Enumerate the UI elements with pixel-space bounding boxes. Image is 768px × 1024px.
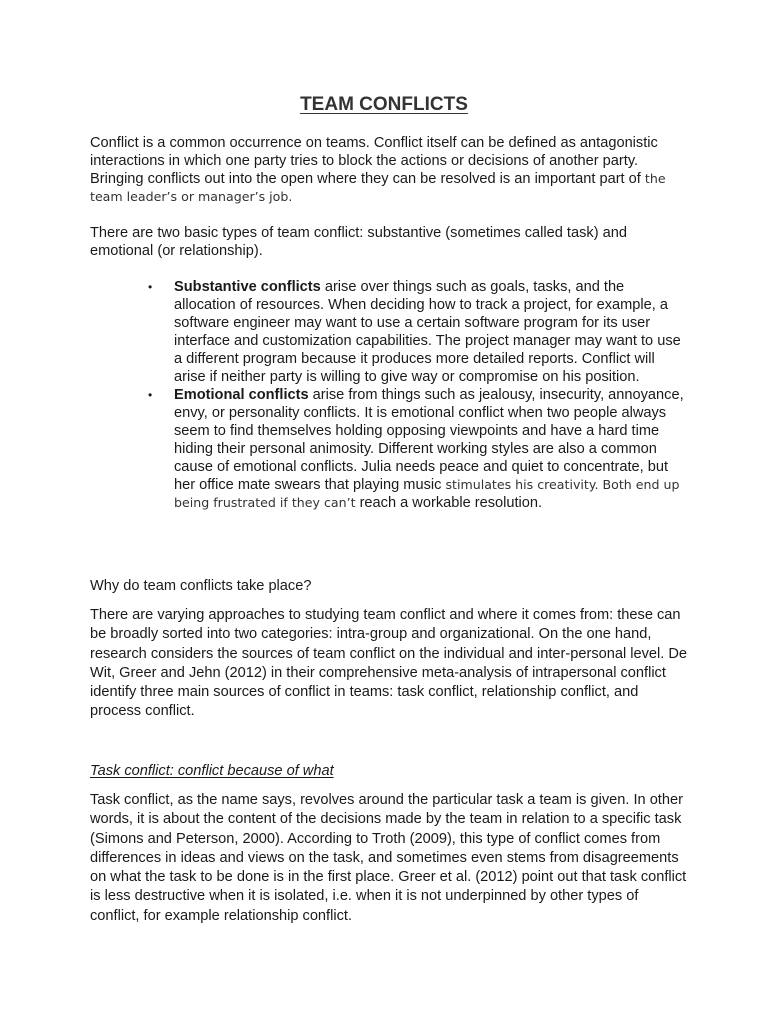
- bullet-icon: •: [148, 388, 153, 402]
- bullet-text: arise from things such as jealousy, insecurity, annoyance, envy, or personality conflicts. It is emotional conflict when two people always seem to find themselves holding opposing viewpoints and have a hard time hiding their personal animosity. Different working styles are also a common cause of emotional conflicts. Julia needs peace and quiet to concentrate, but her office mate swears that playing music: [174, 387, 684, 493]
- conflict-types-list: [148, 278, 688, 512]
- section-question: Why do team conflicts take place?: [90, 578, 312, 594]
- bullet-term: Substantive conflicts: [174, 279, 321, 295]
- conflict-types-paragraph: There are two basic types of team conflict: substantive (sometimes called task) and emotional (or relationship).: [90, 225, 627, 259]
- intro-tail-text: the team leader’s or manager’s job.: [90, 171, 666, 204]
- bullet-icon: •: [148, 280, 153, 294]
- bullet-text-muted: stimulates his creativity. Both end up being frustrated if they can’t: [174, 477, 680, 510]
- intro-paragraph: [90, 134, 690, 206]
- bullet-term: Emotional conflicts: [174, 387, 309, 403]
- intro-text: Conflict is a common occurrence on teams. Conflict itself can be defined as antagonistic interactions in which one party tries to block the actions or decisions of another party. Bringing conflicts out into the open where they can be resolved is an important part of: [90, 135, 658, 187]
- bullet-text: arise over things such as goals, tasks, and the allocation of resources. When deciding how to track a project, for example, a software engineer may want to use a certain software program for its user interface and customization capabilities. The project manager may want to use a different program because it produces more detailed reports. Conflict will arise if neither party is willing to give way or compromise on his position.: [174, 279, 681, 385]
- document-title: TEAM CONFLICTS: [300, 94, 468, 115]
- task-conflict-subheading: Task conflict: conflict because of what: [90, 763, 334, 779]
- approaches-paragraph: There are varying approaches to studying team conflict and where it comes from: these can be broadly sorted into two categories: intra-group and organizational. On the one hand, research considers the sources of team conflict on the individual and inter-personal level. De Wit, Greer and Jehn (2012) in their comprehensive meta-analysis of intrapersonal conflict identify three main sources of conflict in teams: task conflict, relationship conflict, and process conflict.: [90, 607, 688, 720]
- list-item: [148, 278, 688, 386]
- task-conflict-paragraph: Task conflict, as the name says, revolves around the particular task a team is given. In other words, it is about the content of the decisions made by the team in relation to a specific task (Simons and Peterson, 2000). According to Troth (2009), this type of conflict comes from differences in ideas and views on the task, and sometimes even stems from disagreements on what the task to be done is in the first place. Greer et al. (2012) point out that task conflict is less destructive when it is isolated, i.e. when it is not underpinned by other types of conflict, for example relationship conflict.: [90, 792, 687, 924]
- bullet-text-end: reach a workable resolution.: [355, 495, 543, 511]
- list-item: [148, 386, 688, 512]
